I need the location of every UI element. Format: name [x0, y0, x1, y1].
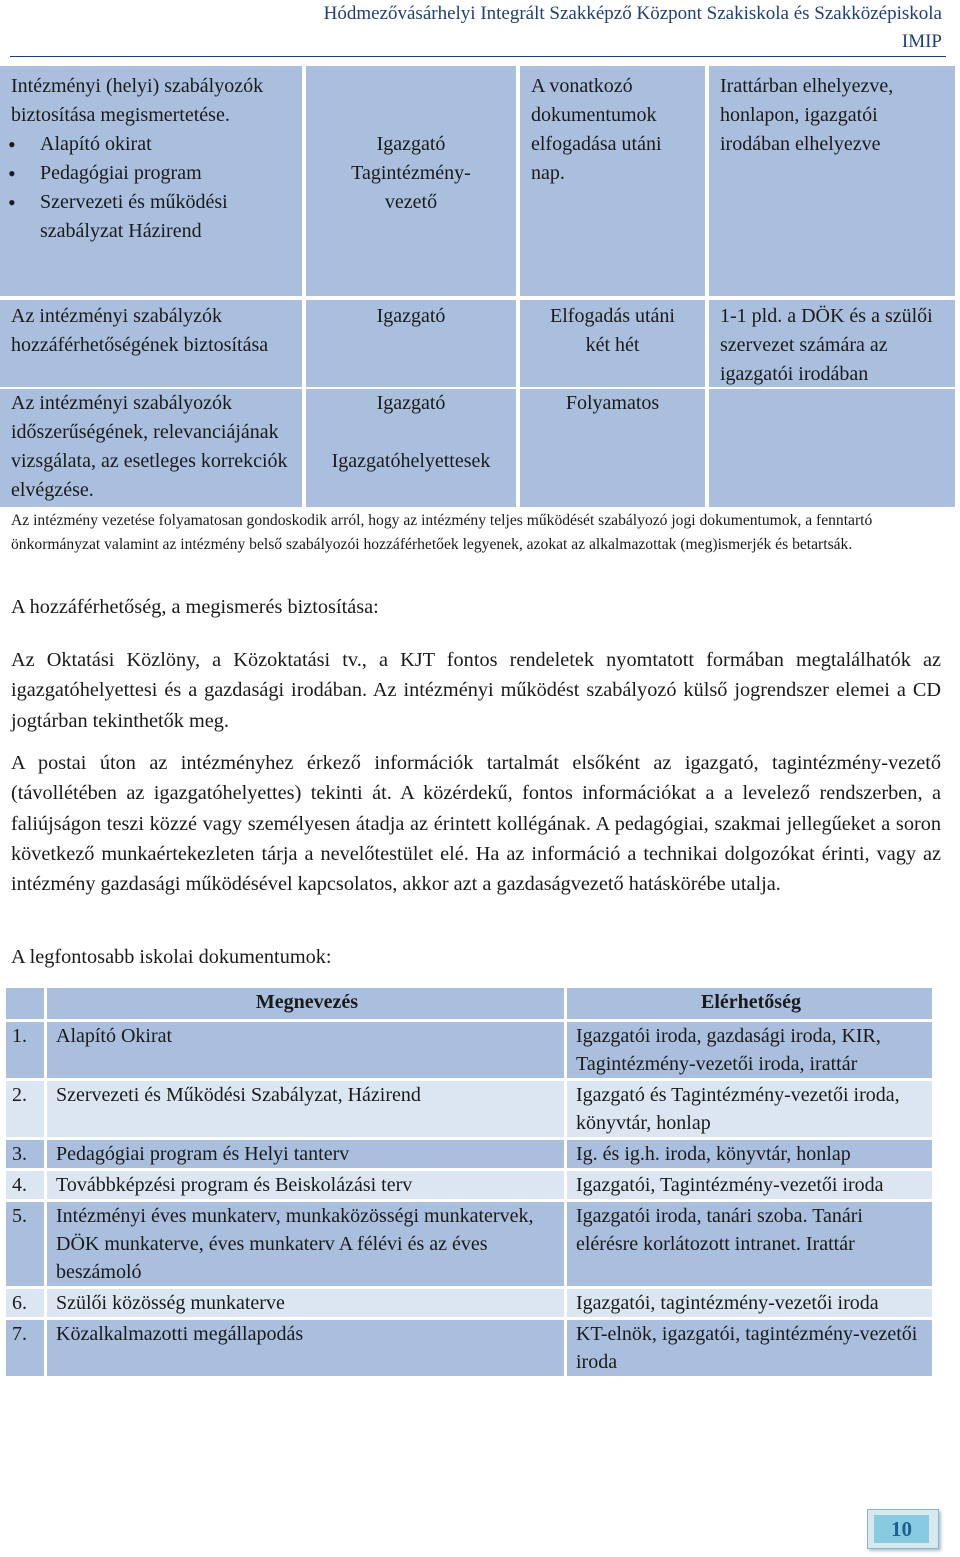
list-item: • Pedagógiai program — [11, 159, 296, 188]
row-number: 5. — [5, 1201, 46, 1288]
table-row — [5, 1319, 934, 1378]
document-location: KT-elnök, igazgatói, tagintézmény-vezetői iroda — [566, 1319, 934, 1378]
document-bullet-list — [11, 130, 296, 246]
cell-text: Igazgató — [376, 305, 446, 327]
cell-text: Intézményi (helyi) szabályozók biztosítása megismertetése. — [11, 75, 264, 126]
document-location: Igazgatói, Tagintézmény-vezetői iroda — [566, 1170, 934, 1201]
table-row — [0, 300, 955, 387]
list-item: • Szervezeti és működési szabályzat Házirend — [11, 188, 296, 246]
table-header-row — [5, 987, 934, 1021]
table-row — [5, 1139, 934, 1170]
table-cell — [0, 300, 306, 387]
table-cell — [520, 389, 709, 507]
table-row — [5, 1288, 934, 1319]
page-number-box — [867, 1509, 939, 1549]
document-name: Szülői közösség munkaterve — [46, 1288, 566, 1319]
documents-table — [3, 985, 935, 1379]
table-row — [0, 66, 955, 296]
table-row — [5, 1021, 934, 1080]
list-item: • Alapító okirat — [11, 130, 296, 159]
row-number: 1. — [5, 1021, 46, 1080]
table-cell — [709, 66, 955, 296]
table-cell — [709, 389, 955, 507]
cell-text: Az intézményi szabályozók időszerűségének, relevanciájának vizsgálata, az esetleges korrekciók elvégzése. — [11, 392, 288, 501]
document-name: Közalkalmazotti megállapodás — [46, 1319, 566, 1378]
document-name: Pedagógiai program és Helyi tanterv — [46, 1139, 566, 1170]
table-row — [5, 1201, 934, 1288]
row-number: 7. — [5, 1319, 46, 1378]
regulations-table — [0, 66, 955, 507]
section-heading: A legfontosabb iskolai dokumentumok: — [11, 946, 332, 968]
body-paragraph: Az Oktatási Közlöny, a Közoktatási tv., a KJT fontos rendeletek nyomtatott formában megtalálhatók az igazgatóhelyettesi és a gazdasági irodában. Az intézményi működést szabályozó külső jogrendszer elemei a CD jogtárban tekinthetők meg. — [11, 649, 941, 732]
document-location: Igazgató és Tagintézmény-vezetői iroda, könyvtár, honlap — [566, 1080, 934, 1139]
document-location: Ig. és ig.h. iroda, könyvtár, honlap — [566, 1139, 934, 1170]
cell-text: Igazgató — [376, 392, 446, 414]
column-header — [5, 987, 46, 1021]
document-name: Szervezeti és Működési Szabályzat, Házirend — [46, 1080, 566, 1139]
table-cell — [0, 389, 306, 507]
document-location: Igazgatói iroda, gazdasági iroda, KIR, Tagintézmény-vezetői iroda, irattár — [566, 1021, 934, 1080]
document-location: Igazgatói, tagintézmény-vezetői iroda — [566, 1288, 934, 1319]
table-cell — [520, 300, 709, 387]
row-number: 3. — [5, 1139, 46, 1170]
table-row — [5, 1170, 934, 1201]
table-cell — [306, 66, 520, 296]
page-number: 10 — [874, 1515, 929, 1543]
cell-text: A vonatkozó dokumentumok elfogadása utáni nap. — [531, 75, 662, 184]
cell-text: Igazgató Tagintézmény-vezető — [351, 133, 471, 213]
table-row — [0, 389, 955, 507]
cell-text: Elfogadás utáni két hét — [550, 305, 675, 356]
table-cell — [520, 66, 709, 296]
row-number: 2. — [5, 1080, 46, 1139]
body-paragraph: A postai úton az intézményhez érkező információk tartalmát elsőként az igazgató, tagintézmény-vezető (távollétében az igazgatóhelyettes) tekinti át. A közérdekű, fontos információkat a a levelező rendszerben, a faliújságon teszi közzé vagy személyesen átadja az érintett kollégának. A pedagógiai, szakmai jellegűeket a soron következő munkaértekezleten tárja a nevelőtestület elé. Ha az információ a technikai dolgozókat érinti, vagy az intézmény gazdasági működésével kapcsolatos, akkor azt a gazdaságvezető hatáskörébe utalja. — [11, 752, 941, 896]
row-number: 6. — [5, 1288, 46, 1319]
cell-text: 1-1 pld. a DÖK és a szülői szervezet számára az igazgatói irodában — [720, 305, 933, 385]
table-cell — [709, 300, 955, 387]
column-header: Megnevezés — [46, 987, 566, 1021]
cell-text: Folyamatos — [565, 392, 660, 414]
row-number: 4. — [5, 1170, 46, 1201]
header-divider — [10, 56, 946, 57]
cell-text: Az intézményi szabályzók hozzáférhetőségének biztosítása — [11, 305, 269, 356]
column-header: Elérhetőség — [566, 987, 934, 1021]
table-cell — [306, 300, 520, 387]
document-location: Igazgatói iroda, tanári szoba. Tanári elérésre korlátozott intranet. Irattár — [566, 1201, 934, 1288]
table-cell — [0, 66, 306, 296]
table-row — [5, 1080, 934, 1139]
document-name: Továbbképzési program és Beiskolázási terv — [46, 1170, 566, 1201]
page-header — [0, 0, 942, 56]
document-name: Intézményi éves munkaterv, munkaközösségi munkatervek, DÖK munkaterve, éves munkaterv A félévi és az éves beszámoló — [46, 1201, 566, 1288]
institution-name: Hódmezővásárhelyi Integrált Szakképző Központ Szakiskola és Szakközépiskola — [323, 3, 942, 24]
section-heading: A hozzáférhetőség, a megismerés biztosítása: — [11, 596, 379, 618]
cell-text: Irattárban elhelyezve, honlapon, igazgatói irodában elhelyezve — [720, 75, 894, 155]
document-name: Alapító Okirat — [46, 1021, 566, 1080]
intro-paragraph: Az intézmény vezetése folyamatosan gondoskodik arról, hogy az intézmény teljes működését szabályozó jogi dokumentumok, a fenntartó önkormányzat valamint az intézmény belső szabályozói hozzáférhetőek legyenek, azokat az alkalmazottak (meg)ismerjék és betartsák. — [11, 512, 873, 553]
table-cell — [306, 389, 520, 507]
cell-text: Igazgatóhelyettesek — [331, 450, 491, 472]
document-code: IMIP — [901, 31, 942, 52]
